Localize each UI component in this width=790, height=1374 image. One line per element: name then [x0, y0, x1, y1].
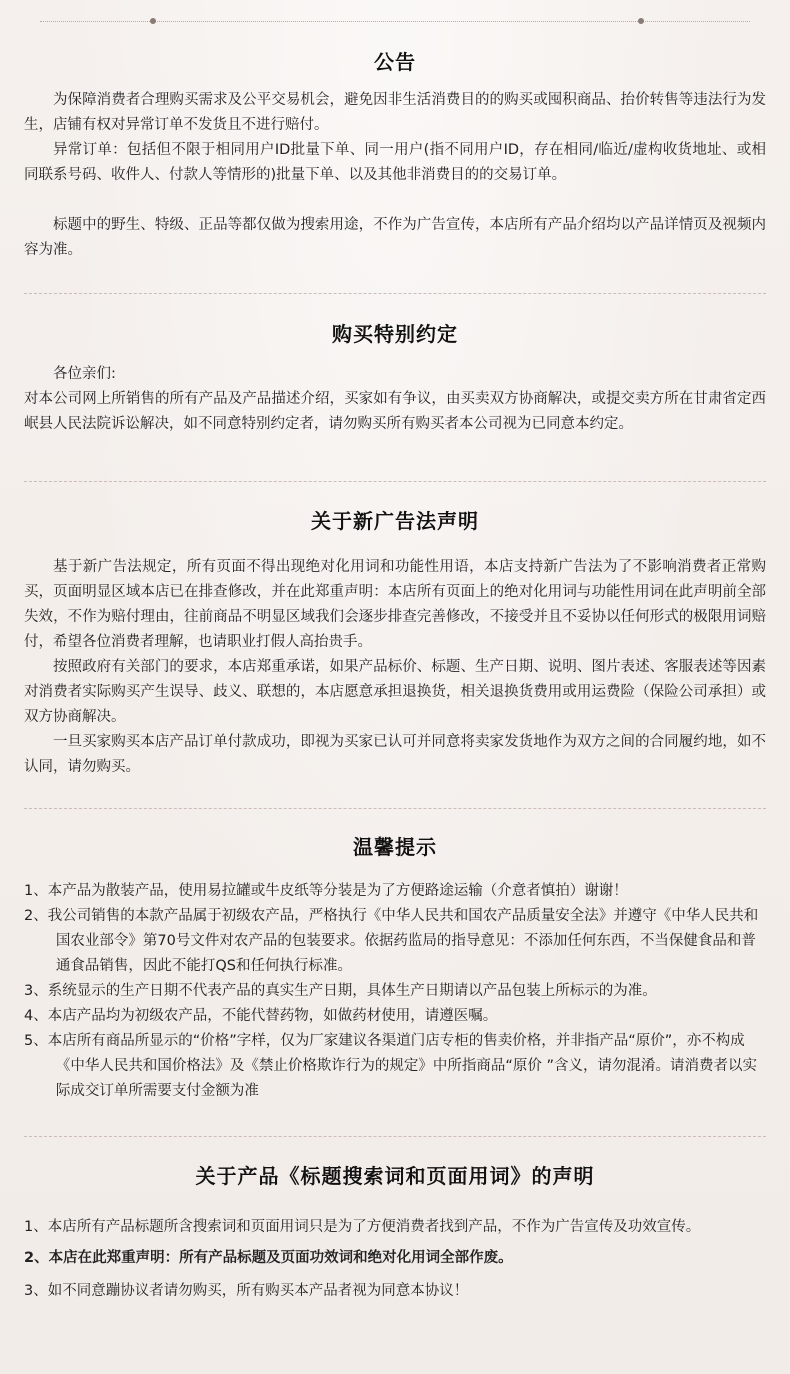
keywords-item: 1、本店所有产品标题所含搜索词和页面用词只是为了方便消费者找到产品，不作为广告宣传及功效宣传。 — [24, 1219, 701, 1235]
keywords-list — [24, 1215, 766, 1304]
ad-law-title: 关于新广告法声明 — [311, 509, 479, 533]
tips-item: 2、我公司销售的本款产品属于初级农产品，严格执行《中华人民共和国农产品质量安全法》并遵守《中华人民共和国农业部令》第70号文件对农产品的包装要求。依据药监局的指导意见：不添加任何东西，不当保健食品和普通食品销售，因此不能打QS和任何执行标准。 — [24, 908, 759, 974]
section-divider — [24, 808, 766, 809]
section-divider — [24, 481, 766, 482]
purchase-agreement-paragraph: 对本公司网上所销售的所有产品及产品描述介绍，买家如有争议，由买卖双方协商解决，或提交卖方所在甘肃省定西岷县人民法院诉讼解决，如不同意特别约定者，请勿购买所有购买者本公司视为已同意本约定。 — [24, 391, 766, 432]
ad-law-paragraph-2: 按照政府有关部门的要求，本店郑重承诺，如果产品标价、标题、生产日期、说明、图片表述、客服表述等因素对消费者实际购买产生误导、歧义、联想的，本店愿意承担退换货，相关退换货费用或用运费险（保险公司承担）或双方协商解决。 — [24, 659, 766, 725]
purchase-agreement-greeting: 各位亲们: — [53, 366, 116, 382]
keywords-item: 2、本店在此郑重声明：所有产品标题及页面功效词和绝对化用词全部作废。 — [24, 1250, 513, 1266]
top-line-dot-right — [638, 18, 644, 24]
announcement-paragraph-3: 标题中的野生、特级、正品等都仅做为搜索用途，不作为广告宣传，本店所有产品介绍均以产品详情页及视频内容为准。 — [24, 217, 766, 258]
announcement-paragraph-1: 为保障消费者合理购买需求及公平交易机会，避免因非生活消费目的的购买或囤积商品、抬价转售等违法行为发生，店铺有权对异常订单不发货且不进行赔付。 — [24, 92, 766, 133]
tips-item: 1、本产品为散装产品，使用易拉罐或牛皮纸等分装是为了方便路途运输（介意者慎拍）谢谢！ — [24, 883, 628, 899]
ad-law-paragraph-1: 基于新广告法规定，所有页面不得出现绝对化用词和功能性用语，本店支持新广告法为了不影响消费者正常购买，页面明显区域本店已在排查修改，并在此郑重声明：本店所有页面上的绝对化用词与功能性用词在此声明前全部失效，不作为赔付理由，往前商品不明显区域我们会逐步排查完善修改，不接受并且不妥协以任何形式的极限用词赔付，希望各位消费者理解，也请职业打假人高抬贵手。 — [24, 559, 766, 650]
purchase-agreement-title: 购买特别约定 — [332, 322, 458, 346]
top-line-dot-left — [150, 18, 156, 24]
section-divider — [24, 293, 766, 294]
announcement-title: 公告 — [374, 50, 416, 74]
keywords-title: 关于产品《标题搜索词和页面用词》的声明 — [195, 1164, 595, 1188]
tips-item: 5、本店所有商品所显示的“价格”字样，仅为厂家建议各渠道门店专柜的售卖价格，并非指产品“原价”，亦不构成《中华人民共和国价格法》及《禁止价格欺诈行为的规定》中所指商品“原价 ”含义，请勿混淆。请消费者以实际成交订单所需要支付金额为准 — [24, 1033, 758, 1099]
tips-item: 4、本店产品均为初级农产品，不能代替药物，如做药材使用，请遵医嘱。 — [24, 1008, 498, 1024]
keywords-item: 3、如不同意蹦协议者请勿购买，所有购买本产品者视为同意本协议！ — [24, 1283, 469, 1299]
ad-law-paragraph-3: 一旦买家购买本店产品订单付款成功，即视为买家已认可并同意将卖家发货地作为双方之间的合同履约地，如不认同，请勿购买。 — [24, 734, 766, 775]
tips-list — [24, 879, 766, 1104]
tips-title: 温馨提示 — [353, 835, 437, 859]
section-divider — [24, 1136, 766, 1137]
announcement-paragraph-2: 异常订单：包括但不限于相同用户ID批量下单、同一用户(指不同用户ID，存在相同/临近/虚构收货地址、或相同联系号码、收件人、付款人等情形的)批量下单、以及其他非消费目的的交易订单。 — [24, 142, 766, 183]
tips-item: 3、系统显示的生产日期不代表产品的真实生产日期，具体生产日期请以产品包装上所标示的为准。 — [24, 983, 657, 999]
